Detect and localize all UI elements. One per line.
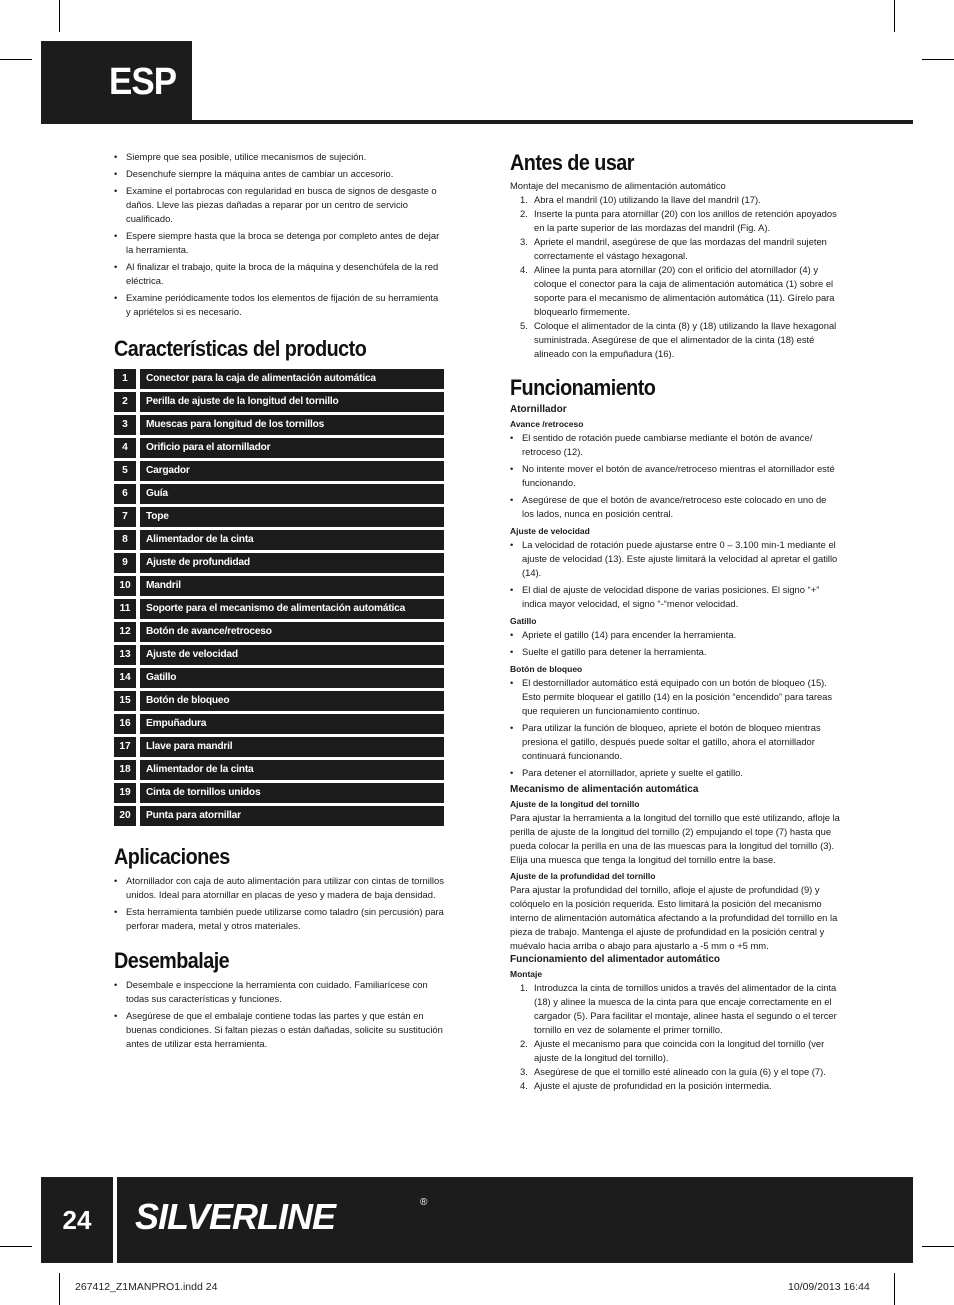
- feature-number: 2: [114, 392, 136, 412]
- feature-row: [114, 507, 444, 527]
- crop-mark: [0, 59, 32, 60]
- feature-label: Botón de bloqueo: [140, 691, 444, 711]
- page-number: 24: [62, 1205, 92, 1235]
- feature-row: [114, 714, 444, 734]
- step-number: 3.: [520, 236, 528, 247]
- safety-bullet: • Al finalizar el trabajo, quite la broca de la máquina y desenchúfela de la red eléctrica.: [114, 260, 444, 288]
- feature-number: 9: [114, 553, 136, 573]
- slug-datetime: 10/09/2013 16:44: [788, 1281, 870, 1293]
- step-text: Ajuste el mecanismo para que coincida con la longitud del tornillo (ver ajuste de la longitud del tornillo).: [534, 1038, 825, 1063]
- silverline-logo: [133, 1191, 433, 1241]
- feature-label: Guía: [140, 484, 444, 504]
- numbered-step: [510, 263, 840, 319]
- feature-label: Tope: [140, 507, 444, 527]
- feature-row: [114, 760, 444, 780]
- feature-number: 11: [114, 599, 136, 619]
- step-number: 3.: [520, 1066, 528, 1077]
- feeder-operation-heading: Funcionamiento del alimentador automático: [510, 954, 721, 965]
- feature-number: 19: [114, 783, 136, 803]
- language-code: ESP: [109, 61, 177, 103]
- left-column: [114, 150, 444, 1054]
- step-number: 4.: [520, 1080, 528, 1091]
- operation-title: Funcionamiento: [510, 375, 656, 400]
- autofeed-heading: Mecanismo de alimentación automática: [510, 784, 699, 795]
- feature-row: [114, 622, 444, 642]
- feature-number: 8: [114, 530, 136, 550]
- trigger-item: • Suelte el gatillo para detener la herramienta.: [510, 645, 840, 659]
- speed-heading: Ajuste de velocidad: [510, 526, 590, 536]
- numbered-step: [510, 1079, 840, 1093]
- feature-number: 6: [114, 484, 136, 504]
- safety-bullet: • Desenchufe siempre la máquina antes de cambiar un accesorio.: [114, 167, 444, 181]
- feature-number: 10: [114, 576, 136, 596]
- fwd-rev-item: • El sentido de rotación puede cambiarse mediante el botón de avance/ retroceso (12).: [510, 431, 840, 459]
- step-text: Introduzca la cinta de tornillos unidos a través del alimentador de la cinta (18) y alinee la muesca de la cinta para que encaje correctamente en el cargador (5). Para facilitar el montaje, alinee hasta el segundo o el tercer tornillo en vez de solamente el primer tornillo.: [534, 982, 837, 1035]
- feature-label: Soporte para el mecanismo de alimentación automática: [140, 599, 444, 619]
- feature-row: [114, 599, 444, 619]
- feature-number: 12: [114, 622, 136, 642]
- lock-item: • Para detener el atornillador, apriete y suelte el gatillo.: [510, 766, 840, 780]
- feature-row: [114, 369, 444, 389]
- before-use-title: Antes de usar: [510, 150, 634, 175]
- step-number: 2.: [520, 208, 528, 219]
- feature-row: [114, 415, 444, 435]
- step-text: Coloque el alimentador de la cinta (8) y (18) utilizando la llave hexagonal suministrada. Asegúrese de que el alimentador de la cinta (18) esté alineado con la empuñadura (16).: [534, 320, 837, 359]
- application-item: • Esta herramienta también puede utilizarse como taladro (sin percusión) para perforar madera, metal y otros materiales.: [114, 905, 444, 933]
- lock-item: • Para utilizar la función de bloqueo, apriete el botón de bloqueo mientras presiona el gatillo, después puede soltar el gatillo, ahora el atornillador continuará funcionando.: [510, 721, 840, 763]
- trigger-list: [510, 628, 840, 659]
- feature-row: [114, 668, 444, 688]
- step-text: Apriete el mandril, asegúrese de que las mordazas del mandril sujeten correctamente el vástago hexagonal.: [534, 236, 827, 261]
- depth-heading: Ajuste de la profundidad del tornillo: [510, 871, 656, 881]
- slug-file: 267412_Z1MANPRO1.indd 24: [75, 1281, 218, 1293]
- speed-list: [510, 538, 840, 611]
- crop-mark: [59, 1273, 60, 1305]
- feature-number: 4: [114, 438, 136, 458]
- feature-number: 16: [114, 714, 136, 734]
- feature-label: Punta para atornillar: [140, 806, 444, 826]
- before-use-steps: [510, 193, 840, 361]
- feature-label: Orificio para el atornillador: [140, 438, 444, 458]
- step-text: Inserte la punta para atornillar (20) con los anillos de retención apoyados en la parte superior de las mordazas del mandril (Fig. A).: [534, 208, 837, 233]
- unpacking-item: • Asegúrese de que el embalaje contiene todas las partes y que están en buenas condiciones. Si faltan piezas o están dañadas, solicite su sustitución antes de utilizar esta herramienta.: [114, 1009, 444, 1051]
- trigger-heading: Gatillo: [510, 616, 537, 626]
- feature-number: 5: [114, 461, 136, 481]
- fwd-rev-heading: Avance /retroceso: [510, 419, 584, 429]
- feature-label: Empuñadura: [140, 714, 444, 734]
- feature-number: 17: [114, 737, 136, 757]
- feature-row: [114, 484, 444, 504]
- brand-wordmark: SILVERLINE: [135, 1196, 336, 1237]
- feature-label: Ajuste de velocidad: [140, 645, 444, 665]
- step-number: 1.: [520, 194, 528, 205]
- feature-row: [114, 438, 444, 458]
- features-title: Características del producto: [114, 336, 367, 361]
- crop-mark: [894, 1273, 895, 1305]
- crop-mark: [922, 1246, 954, 1247]
- assembly-heading: Montaje: [510, 969, 543, 979]
- feature-label: Cinta de tornillos unidos: [140, 783, 444, 803]
- feature-label: Muescas para longitud de los tornillos: [140, 415, 444, 435]
- crop-mark: [894, 0, 895, 32]
- crop-mark: [59, 0, 60, 32]
- feature-label: Gatillo: [140, 668, 444, 688]
- step-text: Abra el mandril (10) utilizando la llave del mandril (17).: [534, 194, 761, 205]
- features-table: [114, 366, 444, 829]
- step-text: Ajuste el ajuste de profundidad en la posición intermedia.: [534, 1080, 772, 1091]
- safety-bullet: • Examine el portabrocas con regularidad en busca de signos de desgaste o daños. Lleve las piezas dañadas a reparar por un centro de servicio cualificado.: [114, 184, 444, 226]
- language-badge: [41, 41, 192, 123]
- step-number: 2.: [520, 1038, 528, 1049]
- before-use-intro: Montaje del mecanismo de alimentación automático: [510, 180, 726, 191]
- feature-row: [114, 530, 444, 550]
- trigger-item: • Apriete el gatillo (14) para encender la herramienta.: [510, 628, 840, 642]
- unpacking-title: Desembalaje: [114, 948, 230, 973]
- safety-bullet: • Espere siempre hasta que la broca se detenga por completo antes de dejar la herramienta.: [114, 229, 444, 257]
- numbered-step: [510, 193, 840, 207]
- applications-title: Aplicaciones: [114, 844, 230, 869]
- numbered-step: [510, 981, 840, 1037]
- step-number: 4.: [520, 264, 528, 275]
- step-number: 5.: [520, 320, 528, 331]
- lock-list: [510, 676, 840, 780]
- feature-number: 14: [114, 668, 136, 688]
- speed-item: • El dial de ajuste de velocidad dispone de varias posiciones. El signo “+” indica mayor velocidad, el signo “-“menor velocidad.: [510, 583, 840, 611]
- footer-bar: [41, 1177, 913, 1263]
- feature-row: [114, 737, 444, 757]
- feature-label: Cargador: [140, 461, 444, 481]
- assembly-steps: [510, 981, 840, 1093]
- feature-row: [114, 691, 444, 711]
- crop-mark: [922, 59, 954, 60]
- feature-number: 3: [114, 415, 136, 435]
- safety-bullet: • Examine periódicamente todos los elementos de fijación de su herramienta y apriételos si es necesario.: [114, 291, 444, 319]
- feature-number: 13: [114, 645, 136, 665]
- feature-label: Ajuste de profundidad: [140, 553, 444, 573]
- safety-bullet: • Siempre que sea posible, utilice mecanismos de sujeción.: [114, 150, 444, 164]
- lock-item: • El destornillador automático está equipado con un botón de bloqueo (15). Esto permite bloquear el gatillo (14) en la posición “encendido” para tareas que requieren un funcionamiento continuo.: [510, 676, 840, 718]
- right-column: [510, 150, 840, 1093]
- depth-text: Para ajustar la profundidad del tornillo, afloje el ajuste de profundidad (9) y colóquelo en la posición requerida. Esto limitará la posición del mecanismo interno de alimentación automática afectando a la profundidad del tornillo en la pieza de trabajo. Mantenga el ajuste de profundidad en la posición central y muévalo hacia arriba o abajo para ajustarlo a -5 mm o +5 mm.: [510, 884, 838, 951]
- speed-item: • La velocidad de rotación puede ajustarse entre 0 – 3.100 min-1 mediante el ajuste de velocidad (13). Este ajuste limitará la velocidad al apretar el gatillo (14).: [510, 538, 840, 580]
- feature-label: Perilla de ajuste de la longitud del tornillo: [140, 392, 444, 412]
- feature-number: 1: [114, 369, 136, 389]
- screw-length-text: Para ajustar la herramienta a la longitud del tornillo que esté utilizando, afloje la perilla de ajuste de la longitud del tornillo (2) empujando el tope (7) hasta que pueda colocar la perilla en una de las muescas para la longitud del tornillo (3). Elija una muesca que tenga la longitud del tornillo entre la base.: [510, 812, 840, 865]
- feature-row: [114, 576, 444, 596]
- fwd-rev-list: [510, 431, 840, 521]
- feature-row: [114, 645, 444, 665]
- feature-label: Llave para mandril: [140, 737, 444, 757]
- numbered-step: [510, 319, 840, 361]
- numbered-step: [510, 235, 840, 263]
- registered-mark: ®: [420, 1197, 428, 1208]
- fwd-rev-item: • Asegúrese de que el botón de avance/retroceso este colocado en uno de los lados, nunca en posición central.: [510, 493, 840, 521]
- feature-number: 7: [114, 507, 136, 527]
- safety-bullets: [114, 150, 444, 319]
- step-text: Alinee la punta para atornillar (20) con el orificio del atornillador (4) y coloque el conector para la caja de alimentación automática (1) sobre el soporte para el mecanismo de alimentación automática (11). Gírelo para bloquearlo firmemente.: [534, 264, 835, 317]
- feature-label: Alimentador de la cinta: [140, 760, 444, 780]
- fwd-rev-item: • No intente mover el botón de avance/retroceso mientras el atornillador esté funcionando.: [510, 462, 840, 490]
- numbered-step: [510, 207, 840, 235]
- feature-row: [114, 461, 444, 481]
- feature-row: [114, 553, 444, 573]
- feature-label: Mandril: [140, 576, 444, 596]
- crop-mark: [0, 1246, 32, 1247]
- feature-row: [114, 392, 444, 412]
- feature-label: Botón de avance/retroceso: [140, 622, 444, 642]
- footer-divider: [113, 1177, 117, 1263]
- numbered-step: [510, 1037, 840, 1065]
- lock-heading: Botón de bloqueo: [510, 664, 583, 674]
- feature-row: [114, 806, 444, 826]
- feature-row: [114, 783, 444, 803]
- application-item: • Atornillador con caja de auto alimentación para utilizar con cintas de tornillos unidos. Ideal para atornillar en placas de yeso y madera de baja densidad.: [114, 874, 444, 902]
- screwdriver-heading: Atornillador: [510, 404, 567, 415]
- numbered-step: [510, 1065, 840, 1079]
- screw-length-heading: Ajuste de la longitud del tornillo: [510, 799, 640, 809]
- feature-number: 20: [114, 806, 136, 826]
- unpacking-item: • Desembale e inspeccione la herramienta con cuidado. Familiarícese con todas sus características y funciones.: [114, 978, 444, 1006]
- feature-number: 18: [114, 760, 136, 780]
- applications-list: [114, 874, 444, 933]
- step-number: 1.: [520, 982, 528, 993]
- unpacking-list: [114, 978, 444, 1051]
- header-rule: [41, 120, 913, 124]
- feature-label: Alimentador de la cinta: [140, 530, 444, 550]
- feature-label: Conector para la caja de alimentación automática: [140, 369, 444, 389]
- feature-number: 15: [114, 691, 136, 711]
- step-text: Asegúrese de que el tornillo esté alineado con la guía (6) y el tope (7).: [534, 1066, 826, 1077]
